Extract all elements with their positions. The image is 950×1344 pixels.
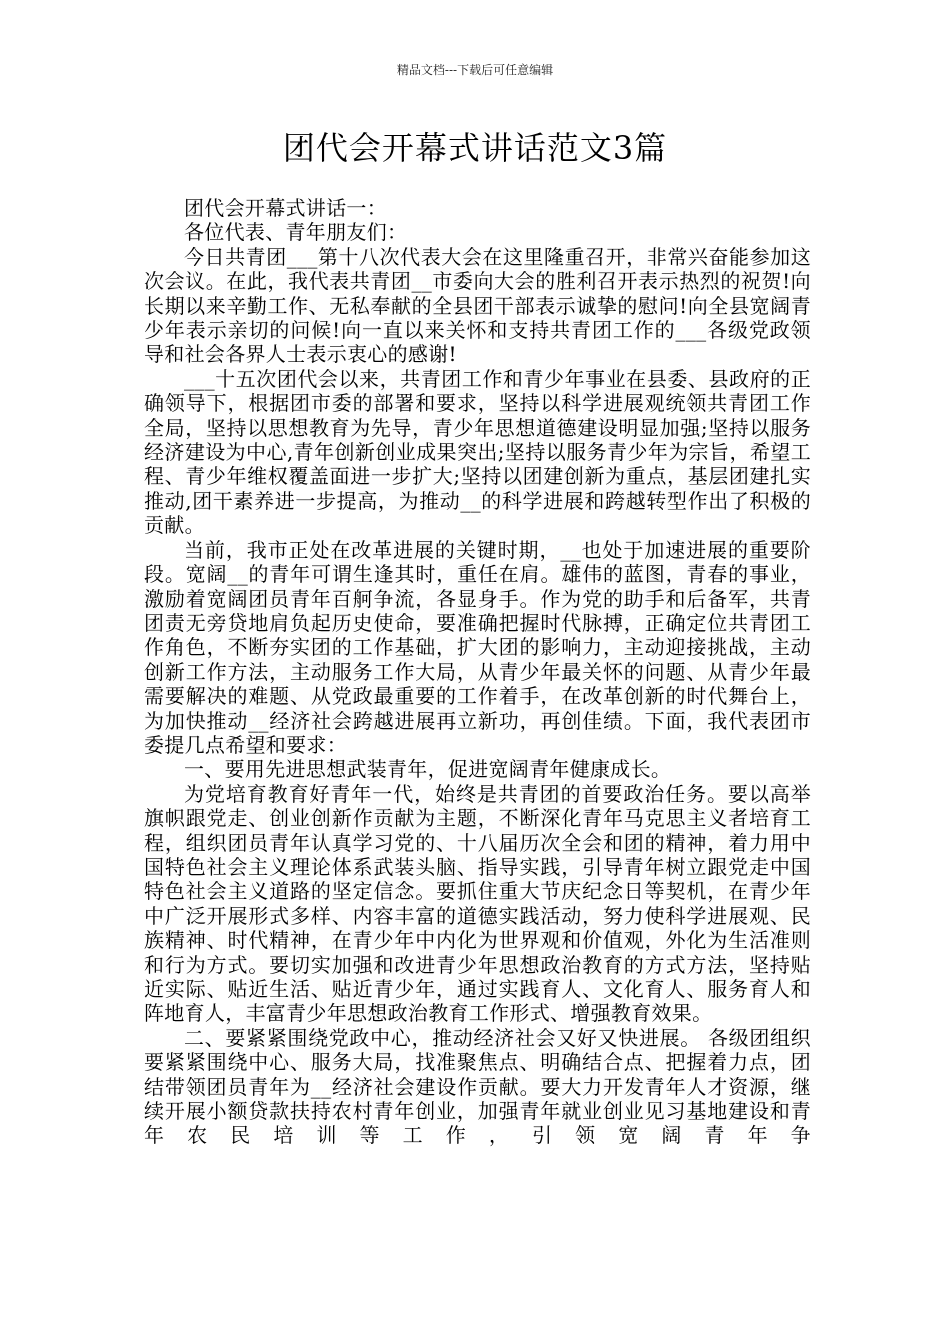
paragraph-opening: 今日共青团___第十八次代表大会在这里隆重召开，非常兴奋能参加这次会议。在此，我代表共青团__市委向大会的胜利召开表示热烈的祝贺!向长期以来辛勤工作、无私奉献的全县团干部表示诚挚的慰问!向全县宽阔青少年表示亲切的问候!向一直以来关怀和支持共青团工作的___各级党政领导和社会各界人士表示衷心的感谢! (144, 244, 811, 367)
paragraph-review: ___十五次团代会以来，共青团工作和青少年事业在县委、县政府的正确领导下，根据团市委的部署和要求，坚持以科学进展观统领共青团工作全局，坚持以思想教育为先导，青少年思想道德建设明显加强;坚持以服务经济建设为中心,青年创新创业成果突出;坚持以服务青少年为宗旨，希望工程、青少年维权覆盖面进一步扩大;坚持以团建创新为重点，基层团建扎实推动,团干素养进一步提高，为推动__的科学进展和跨越转型作出了积极的贡献。 (144, 366, 811, 538)
section-heading-one: 一、要用先进思想武装青年，促进宽阔青年健康成长。 (184, 757, 672, 782)
page-header-note: 精品文档---下载后可任意编辑 (396, 63, 554, 77)
paragraph-section-two: 二、要紧紧围绕党政中心，推动经济社会又好又快进展。 各级团组织要紧紧围绕中心、服务大局，找准聚焦点、明确结合点、把握着力点，团结带领团员青年为__经济社会建设作贡献。要大力开发青年人才资源，继续开展小额贷款扶持农村青年创业，加强青年就业创业见习基地建设和青年农民培训等工作，引领宽阔青年争 (144, 1025, 811, 1148)
paragraph-section-one: 为党培育教育好青年一代，始终是共青团的首要政治任务。要以高举旗帜跟党走、创业创新作贡献为主题，不断深化青年马克思主义者培育工程，组织团员青年认真学习党的、十八届历次全会和团的精神，着力用中国特色社会主义理论体系武装头脑、指导实践，引导青年树立跟党走中国特色社会主义道路的坚定信念。要抓住重大节庆纪念日等契机，在青少年中广泛开展形式多样、内容丰富的道德实践活动，努力使科学进展观、民族精神、时代精神，在青少年中内化为世界观和价值观，外化为生活准则和行为方式。要切实加强和改进青少年思想政治教育的方式方法，坚持贴近实际、贴近生活、贴近青少年，通过实践育人、文化育人、服务育人和阵地育人，丰富青少年思想政治教育工作形式、增强教育效果。 (144, 781, 811, 1026)
document-body (144, 196, 811, 1148)
paragraph-heading-speech-one: 团代会开幕式讲话一： (184, 196, 387, 220)
document-title: 团代会开幕式讲话范文3篇 (282, 129, 668, 167)
paragraph-salutation: 各位代表、青年朋友们： (184, 220, 408, 245)
paragraph-current-situation: 当前，我市正处在改革进展的关键时期，__也处于加速进展的重要阶段。宽阔__的青年可谓生逢其时，重任在肩。雄伟的蓝图，青春的事业，激励着宽阔团员青年百舸争流，各显身手。作为党的助手和后备军，共青团责无旁贷地肩负起历史使命，要准确把握时代脉搏，正确定位共青团工作角色，不断夯实团的工作基础，扩大团的影响力，主动迎接挑战，主动创新工作方法，主动服务工作大局，从青少年最关怀的问题、从青少年最需要解决的难题、从党政最重要的工作着手，在改革创新的时代舞台上，为加快推动__经济社会跨越进展再立新功，再创佳绩。下面，我代表团市委提几点希望和要求： (144, 537, 811, 757)
